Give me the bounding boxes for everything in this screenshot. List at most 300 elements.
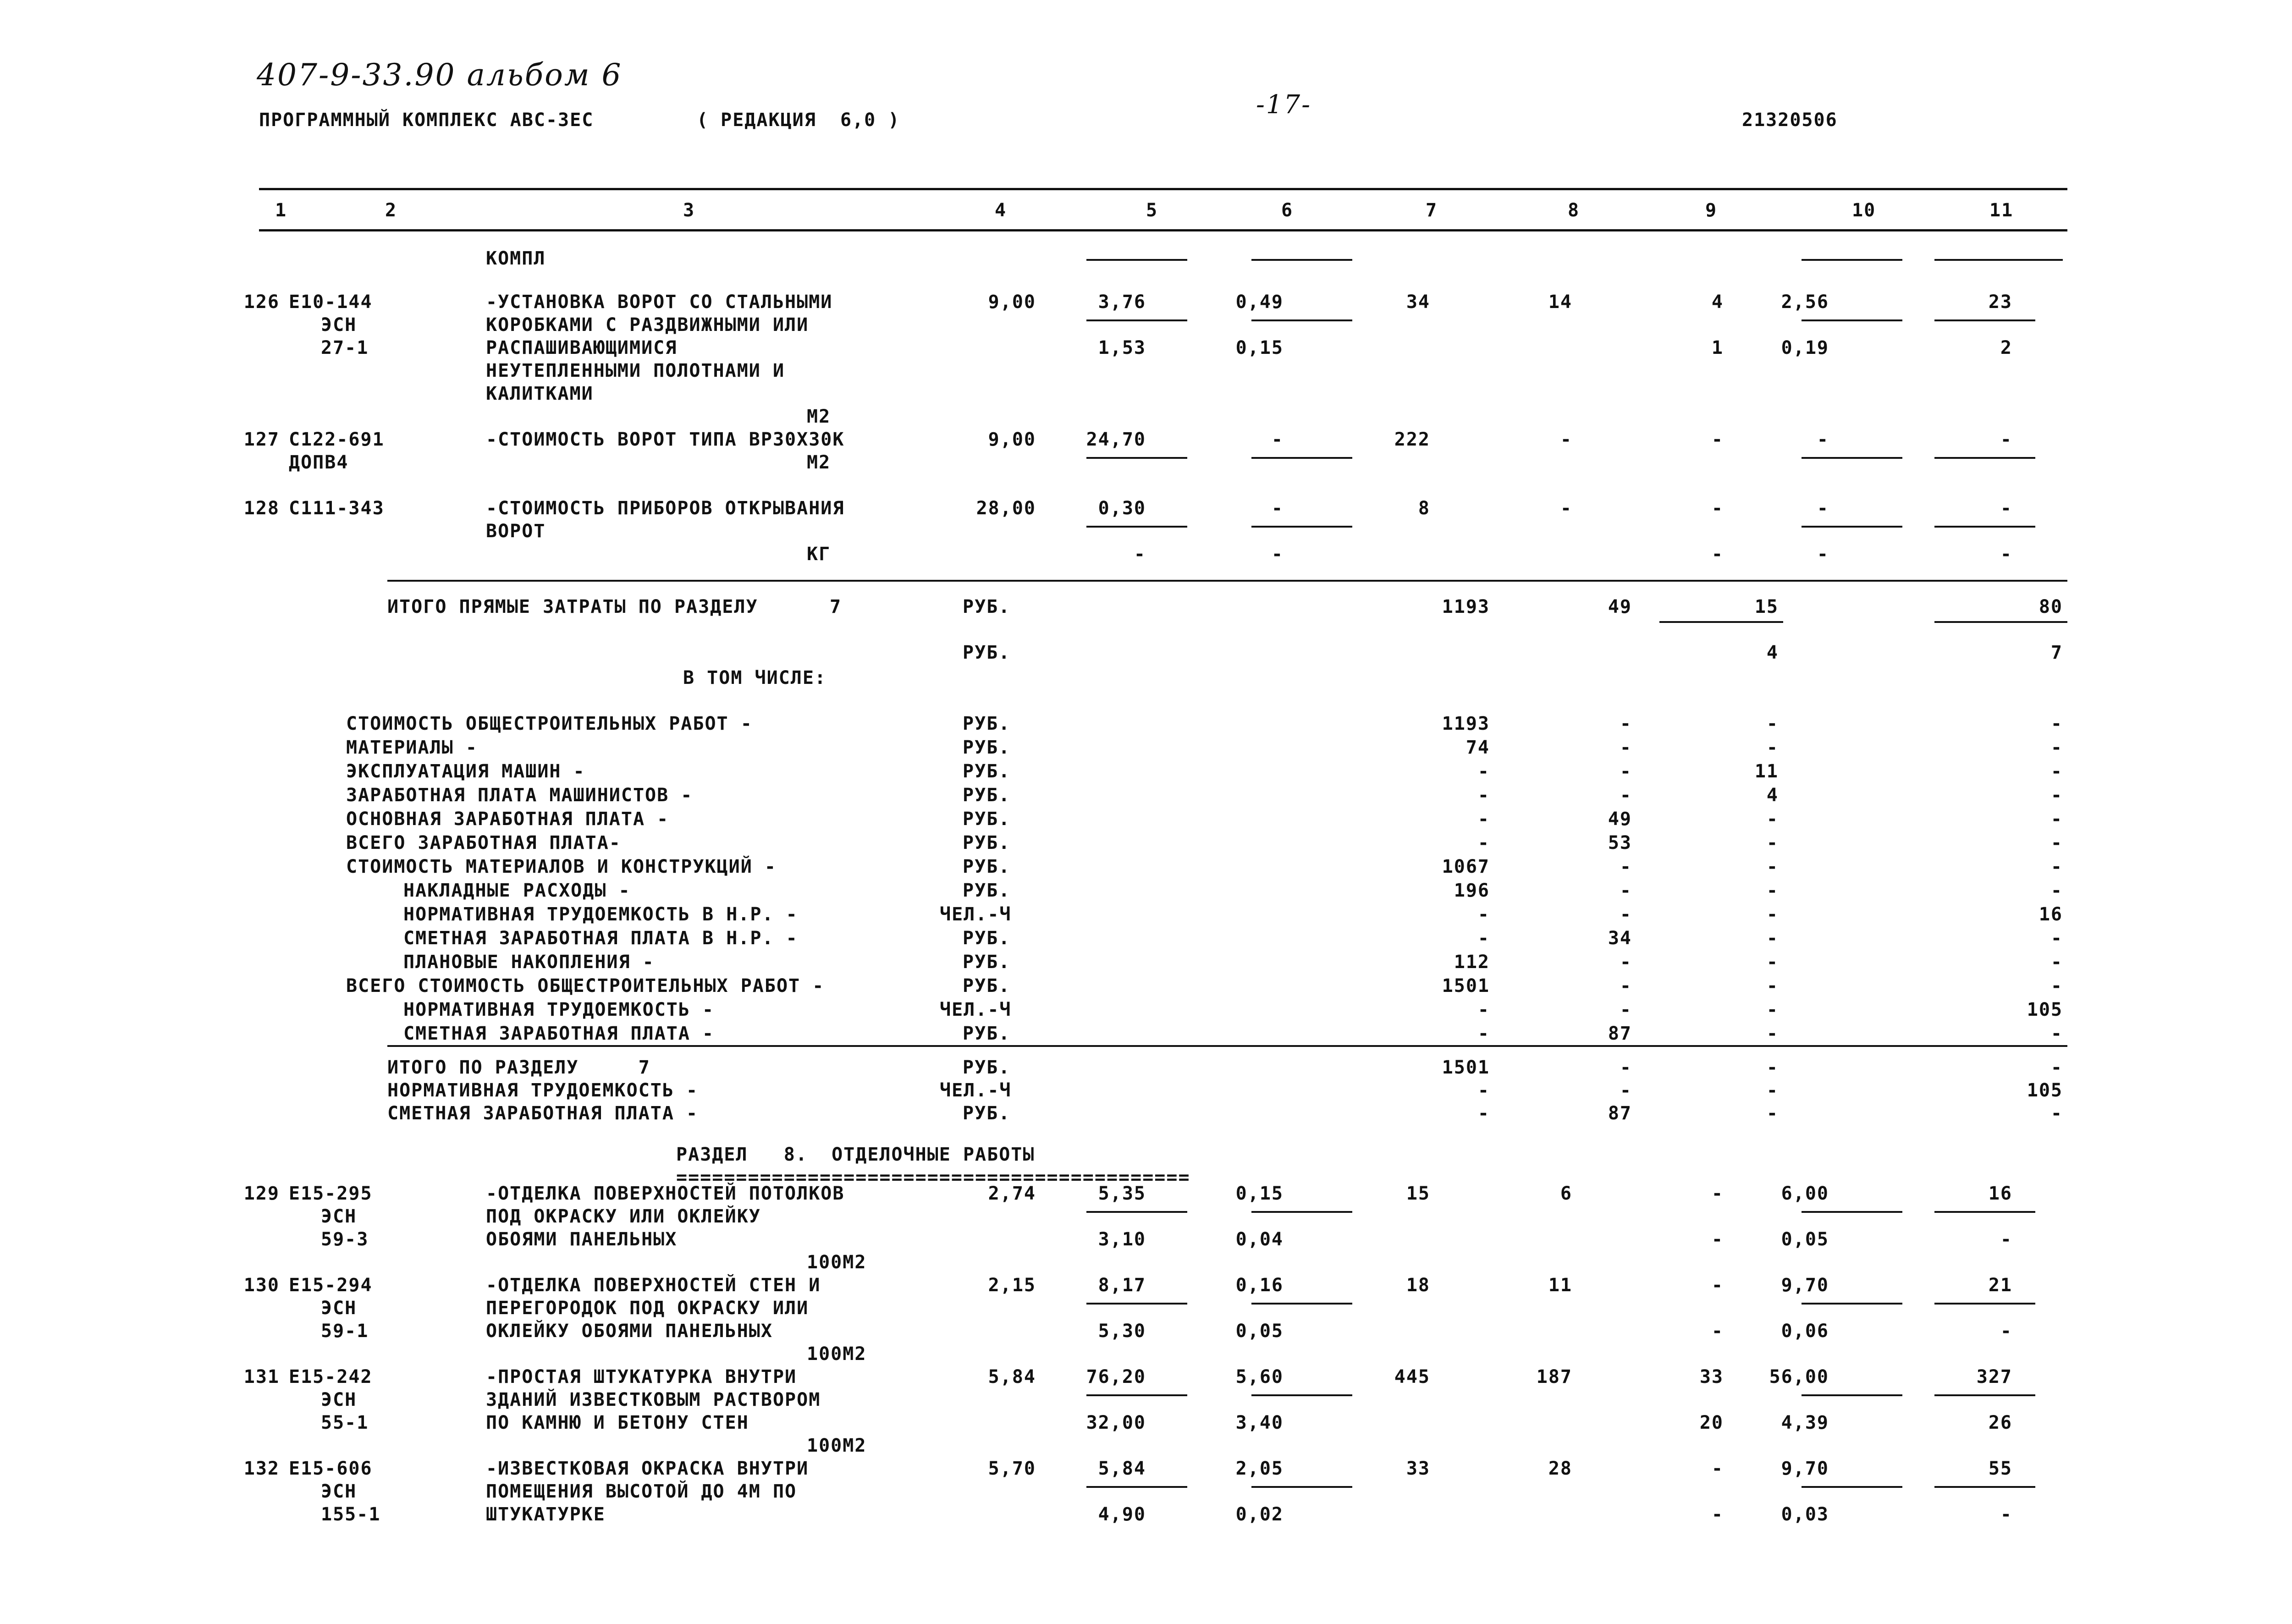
- breakdown-label: ЗАРАБОТНАЯ ПЛАТА МАШИНИСТОВ -: [346, 785, 693, 806]
- row8-cell-c5: 3,10: [1098, 1229, 1146, 1250]
- row8-value-underline: [1934, 1486, 2035, 1488]
- row-cell-n: 127: [243, 429, 280, 450]
- breakdown-unit: РУБ.: [963, 785, 1011, 806]
- row8-cell-c8: 28: [1548, 1458, 1572, 1479]
- row8-value-underline: [1251, 1303, 1352, 1305]
- row8-cell-c4: 2,74: [988, 1183, 1036, 1204]
- row-value-underline: [1802, 526, 1902, 528]
- breakdown-c7: -: [1477, 761, 1490, 782]
- breakdown-c8: 87: [1608, 1023, 1632, 1044]
- breakdown-c11: -: [2050, 952, 2063, 973]
- row8-cell-desc: ЗДАНИЙ ИЗВЕСТКОВЫМ РАСТВОРОМ: [486, 1389, 821, 1410]
- breakdown-c8: -: [1620, 904, 1632, 925]
- row8-cell-c5: 5,84: [1098, 1458, 1146, 1479]
- breakdown-unit: ЧЕЛ.-Ч: [940, 904, 1012, 925]
- row8-cell-c11: 21: [1988, 1275, 2012, 1296]
- itogo-c8: 49: [1608, 596, 1632, 617]
- breakdown-c7: 112: [1454, 952, 1490, 973]
- breakdown-c8: 53: [1608, 832, 1632, 853]
- breakdown-c9: 11: [1754, 761, 1779, 782]
- row-cell-c11: -: [2000, 498, 2012, 519]
- breakdown-c11: -: [2050, 713, 2063, 734]
- section-total-c9: -: [1766, 1103, 1779, 1124]
- breakdown-c8: 34: [1608, 928, 1632, 949]
- itogo2-c9: 4: [1766, 642, 1779, 663]
- row-cell-desc: КОМПЛ: [486, 248, 546, 269]
- row-value-underline: [1802, 319, 1902, 321]
- row8-cell-n: 131: [243, 1366, 280, 1387]
- section-total-unit: РУБ.: [963, 1057, 1011, 1078]
- breakdown-c11: 105: [2027, 999, 2063, 1020]
- row-cell-c10: -: [1817, 544, 1829, 565]
- breakdown-c11: -: [2050, 856, 2063, 877]
- breakdown-c7: -: [1477, 809, 1490, 830]
- row-cell-code: ДОПВ4: [289, 452, 349, 473]
- breakdown-c8: -: [1620, 975, 1632, 996]
- row-cell-desc: РАСПАШИВАЮЩИМИСЯ: [486, 337, 678, 358]
- row-cell-c11: -: [2000, 544, 2012, 565]
- row-cell-code: С111-343: [289, 498, 385, 519]
- header-top-rule: [259, 188, 2067, 190]
- row8-cell-c6: 0,04: [1235, 1229, 1284, 1250]
- row-cell-desc: -СТОИМОСТЬ ПРИБОРОВ ОТКРЫВАНИЯ: [486, 498, 845, 519]
- row8-cell-n: 130: [243, 1275, 280, 1296]
- row-cell-c6: 0,49: [1235, 292, 1284, 313]
- row8-cell-n: 132: [243, 1458, 280, 1479]
- breakdown-unit: РУБ.: [963, 856, 1011, 877]
- row8-cell-c5: 32,00: [1086, 1412, 1146, 1433]
- row8-cell-desc: ОКЛЕЙКУ ОБОЯМИ ПАНЕЛЬНЫХ: [486, 1321, 773, 1342]
- breakdown-c9: -: [1766, 1023, 1779, 1044]
- row8-cell-c9: -: [1711, 1458, 1724, 1479]
- row-value-underline: [1251, 457, 1352, 459]
- row8-cell-c9: 33: [1699, 1366, 1724, 1387]
- row8-cell-desc: -ОТДЕЛКА ПОВЕРХНОСТЕЙ ПОТОЛКОВ: [486, 1183, 845, 1204]
- section-total-c7: -: [1477, 1103, 1490, 1124]
- breakdown-unit: РУБ.: [963, 1023, 1011, 1044]
- row-cell-desc: КОРОБКАМИ С РАЗДВИЖНЫМИ ИЛИ: [486, 314, 809, 336]
- row8-cell-c10: 0,03: [1781, 1504, 1829, 1525]
- breakdown-c11: -: [2050, 928, 2063, 949]
- row-cell-c5: 1,53: [1098, 337, 1146, 358]
- row8-cell-c5: 76,20: [1086, 1366, 1146, 1387]
- section-total-c8: -: [1620, 1057, 1632, 1078]
- row8-cell-unit: 100М2: [807, 1435, 867, 1456]
- row8-cell-c11: 327: [1976, 1366, 2012, 1387]
- row8-cell-c10: 6,00: [1781, 1183, 1829, 1204]
- header-bottom-rule: [259, 229, 2067, 231]
- breakdown-label: СМЕТНАЯ ЗАРАБОТНАЯ ПЛАТА -: [403, 1023, 715, 1044]
- row8-cell-c9: -: [1711, 1183, 1724, 1204]
- kompl-underline: [1802, 259, 1902, 261]
- breakdown-c11: -: [2050, 785, 2063, 806]
- row8-cell-desc: -ОТДЕЛКА ПОВЕРХНОСТЕЙ СТЕН И: [486, 1275, 821, 1296]
- breakdown-c7: -: [1477, 1023, 1490, 1044]
- kompl-underline: [1251, 259, 1352, 261]
- breakdown-label: СМЕТНАЯ ЗАРАБОТНАЯ ПЛАТА В Н.Р. -: [403, 928, 798, 949]
- row8-value-underline: [1934, 1394, 2035, 1396]
- row-cell-c7: 222: [1394, 429, 1430, 450]
- breakdown-c7: -: [1477, 999, 1490, 1020]
- column-header-4: 4: [995, 200, 1007, 221]
- row8-cell-c10: 9,70: [1781, 1275, 1829, 1296]
- row8-cell-c10: 0,05: [1781, 1229, 1829, 1250]
- row8-cell-c9: -: [1711, 1321, 1724, 1342]
- breakdown-label: НАКЛАДНЫЕ РАСХОДЫ -: [403, 880, 631, 901]
- row-cell-c9: -: [1711, 429, 1724, 450]
- row8-cell-c9: -: [1711, 1275, 1724, 1296]
- row-cell-c9: -: [1711, 498, 1724, 519]
- column-header-5: 5: [1146, 200, 1158, 221]
- breakdown-c8: -: [1620, 713, 1632, 734]
- row8-cell-c7: 445: [1394, 1366, 1430, 1387]
- breakdown-c11: -: [2050, 832, 2063, 853]
- row8-cell-c11: -: [2000, 1504, 2012, 1525]
- row8-cell-code2: 155-1: [321, 1504, 381, 1525]
- row8-cell-code2: ЭСН: [321, 1389, 357, 1410]
- row8-value-underline: [1086, 1303, 1187, 1305]
- row8-cell-desc: -ИЗВЕСТКОВАЯ ОКРАСКА ВНУТРИ: [486, 1458, 809, 1479]
- breakdown-c7: 74: [1466, 737, 1490, 758]
- row-cell-c11: 2: [2000, 337, 2012, 358]
- row8-cell-code: Е15-295: [289, 1183, 373, 1204]
- itogo-c7: 1193: [1442, 596, 1490, 617]
- breakdown-c7: -: [1477, 785, 1490, 806]
- row-cell-c10: -: [1817, 498, 1829, 519]
- column-header-3: 3: [683, 200, 695, 221]
- breakdown-c11: -: [2050, 809, 2063, 830]
- row8-cell-c6: 3,40: [1235, 1412, 1284, 1433]
- section-total-c8: 87: [1608, 1103, 1632, 1124]
- section-total-c11: -: [2050, 1103, 2063, 1124]
- row8-cell-c6: 0,05: [1235, 1321, 1284, 1342]
- column-header-9: 9: [1705, 200, 1718, 221]
- itogo-c9: 15: [1754, 596, 1779, 617]
- breakdown-c7: 196: [1454, 880, 1490, 901]
- row-value-underline: [1934, 457, 2035, 459]
- row8-cell-c4: 5,70: [988, 1458, 1036, 1479]
- row-cell-desc: НЕУТЕПЛЕННЫМИ ПОЛОТНАМИ И: [486, 360, 785, 381]
- itogo-c11: 80: [2039, 596, 2063, 617]
- edition-label: ( РЕДАКЦИЯ 6,0 ): [697, 110, 900, 131]
- document-code: 21320506: [1742, 110, 1838, 131]
- row8-cell-c4: 5,84: [988, 1366, 1036, 1387]
- row8-cell-c11: -: [2000, 1229, 2012, 1250]
- row-cell-c5: 24,70: [1086, 429, 1146, 450]
- section-total-label: ИТОГО ПО РАЗДЕЛУ 7: [387, 1057, 650, 1078]
- itogo-underline: [1934, 621, 2067, 623]
- row-cell-c8: 14: [1548, 292, 1572, 313]
- breakdown-c9: -: [1766, 737, 1779, 758]
- section-total-unit: ЧЕЛ.-Ч: [940, 1080, 1012, 1101]
- section-total-rule: [387, 1045, 2067, 1047]
- row8-cell-c8: 11: [1548, 1275, 1572, 1296]
- breakdown-c11: -: [2050, 761, 2063, 782]
- breakdown-c8: -: [1620, 952, 1632, 973]
- summary-top-rule: [387, 580, 2067, 582]
- row-cell-n: 128: [243, 498, 280, 519]
- breakdown-c9: -: [1766, 832, 1779, 853]
- row-value-underline: [1802, 457, 1902, 459]
- breakdown-c8: -: [1620, 737, 1632, 758]
- row8-cell-c5: 8,17: [1098, 1275, 1146, 1296]
- breakdown-c7: -: [1477, 928, 1490, 949]
- row8-cell-code: Е15-606: [289, 1458, 373, 1479]
- row-cell-code2: 27-1: [321, 337, 369, 358]
- row-cell-c5: 0,30: [1098, 498, 1146, 519]
- row-cell-c6: -: [1271, 498, 1284, 519]
- row8-cell-unit: 100М2: [807, 1343, 867, 1365]
- row8-cell-desc: -ПРОСТАЯ ШТУКАТУРКА ВНУТРИ: [486, 1366, 797, 1387]
- row8-cell-c9: -: [1711, 1229, 1724, 1250]
- breakdown-c8: -: [1620, 856, 1632, 877]
- handwritten-album-note: 407-9-33.90 альбом 6: [257, 57, 623, 93]
- breakdown-unit: РУБ.: [963, 809, 1011, 830]
- row8-cell-code2: ЭСН: [321, 1298, 357, 1319]
- breakdown-unit: РУБ.: [963, 737, 1011, 758]
- page-number: -17-: [1256, 90, 1312, 120]
- row8-cell-c4: 2,15: [988, 1275, 1036, 1296]
- row8-cell-c10: 56,00: [1769, 1366, 1829, 1387]
- row-cell-unit: М2: [807, 406, 831, 427]
- breakdown-c11: 16: [2039, 904, 2063, 925]
- row8-value-underline: [1802, 1211, 1902, 1213]
- row-value-underline: [1934, 319, 2035, 321]
- row-cell-c6: -: [1271, 544, 1284, 565]
- row8-cell-c7: 18: [1406, 1275, 1430, 1296]
- row8-cell-code2: 59-1: [321, 1321, 369, 1342]
- breakdown-unit: РУБ.: [963, 713, 1011, 734]
- breakdown-c8: -: [1620, 999, 1632, 1020]
- row-cell-c9: 1: [1711, 337, 1724, 358]
- section-total-c9: -: [1766, 1057, 1779, 1078]
- breakdown-c8: -: [1620, 880, 1632, 901]
- row8-cell-c11: -: [2000, 1321, 2012, 1342]
- row8-cell-c6: 5,60: [1235, 1366, 1284, 1387]
- breakdown-c11: -: [2050, 880, 2063, 901]
- column-header-7: 7: [1426, 200, 1438, 221]
- row8-cell-c9: -: [1711, 1504, 1724, 1525]
- breakdown-c9: -: [1766, 928, 1779, 949]
- row-cell-c9: -: [1711, 544, 1724, 565]
- row8-cell-c7: 33: [1406, 1458, 1430, 1479]
- breakdown-c11: -: [2050, 737, 2063, 758]
- column-header-8: 8: [1568, 200, 1580, 221]
- column-header-1: 1: [275, 200, 287, 221]
- row-cell-desc: КАЛИТКАМИ: [486, 383, 594, 404]
- program-title: ПРОГРАММНЫЙ КОМПЛЕКС АВС-3ЕС: [259, 110, 594, 131]
- row8-value-underline: [1934, 1211, 2035, 1213]
- column-header-11: 11: [1989, 200, 2014, 221]
- row8-value-underline: [1251, 1394, 1352, 1396]
- breakdown-label: ПЛАНОВЫЕ НАКОПЛЕНИЯ -: [403, 952, 655, 973]
- row8-cell-c5: 5,35: [1098, 1183, 1146, 1204]
- row8-cell-desc: ПОД ОКРАСКУ ИЛИ ОКЛЕЙКУ: [486, 1206, 761, 1227]
- row8-cell-desc: ПЕРЕГОРОДОК ПОД ОКРАСКУ ИЛИ: [486, 1298, 809, 1319]
- breakdown-unit: РУБ.: [963, 880, 1011, 901]
- itogo-underline: [1659, 621, 1783, 623]
- row-value-underline: [1086, 526, 1187, 528]
- breakdown-label: НОРМАТИВНАЯ ТРУДОЕМКОСТЬ В Н.Р. -: [403, 904, 798, 925]
- breakdown-c8: -: [1620, 785, 1632, 806]
- breakdown-c9: -: [1766, 975, 1779, 996]
- breakdown-label: СТОИМОСТЬ ОБЩЕСТРОИТЕЛЬНЫХ РАБОТ -: [346, 713, 753, 734]
- section-total-c7: 1501: [1442, 1057, 1490, 1078]
- row-cell-c10: -: [1817, 429, 1829, 450]
- column-header-10: 10: [1852, 200, 1876, 221]
- section-total-c7: -: [1477, 1080, 1490, 1101]
- section-total-c11: -: [2050, 1057, 2063, 1078]
- row8-cell-c6: 0,15: [1235, 1183, 1284, 1204]
- breakdown-label: ВСЕГО СТОИМОСТЬ ОБЩЕСТРОИТЕЛЬНЫХ РАБОТ -: [346, 975, 825, 996]
- itogo2-c11: 7: [2050, 642, 2063, 663]
- row-value-underline: [1934, 526, 2035, 528]
- row-cell-code: С122-691: [289, 429, 385, 450]
- row8-cell-code2: 59-3: [321, 1229, 369, 1250]
- breakdown-c9: -: [1766, 856, 1779, 877]
- column-header-6: 6: [1281, 200, 1294, 221]
- row-cell-c10: 0,19: [1781, 337, 1829, 358]
- breakdown-unit: ЧЕЛ.-Ч: [940, 999, 1012, 1020]
- row8-cell-c5: 5,30: [1098, 1321, 1146, 1342]
- breakdown-c7: 1067: [1442, 856, 1490, 877]
- breakdown-c7: 1193: [1442, 713, 1490, 734]
- row-cell-code: Е10-144: [289, 292, 373, 313]
- row-cell-c7: 34: [1406, 292, 1430, 313]
- v-tom-chisle-label: В ТОМ ЧИСЛЕ:: [683, 667, 826, 688]
- row-cell-c5: 3,76: [1098, 292, 1146, 313]
- breakdown-label: ВСЕГО ЗАРАБОТНАЯ ПЛАТА-: [346, 832, 621, 853]
- row-value-underline: [1086, 319, 1187, 321]
- row8-value-underline: [1086, 1211, 1187, 1213]
- breakdown-unit: РУБ.: [963, 952, 1011, 973]
- section8-underline: ===========================================: [676, 1167, 1190, 1188]
- row-cell-unit: М2: [807, 452, 831, 473]
- row8-cell-c8: 6: [1560, 1183, 1572, 1204]
- row8-value-underline: [1934, 1303, 2035, 1305]
- row8-cell-c10: 9,70: [1781, 1458, 1829, 1479]
- kompl-underline: [1086, 259, 1187, 261]
- section-total-label: НОРМАТИВНАЯ ТРУДОЕМКОСТЬ -: [387, 1080, 699, 1101]
- breakdown-label: СТОИМОСТЬ МАТЕРИАЛОВ И КОНСТРУКЦИЙ -: [346, 856, 777, 877]
- breakdown-c11: -: [2050, 1023, 2063, 1044]
- row8-cell-c11: 55: [1988, 1458, 2012, 1479]
- row-cell-code2: ЭСН: [321, 314, 357, 336]
- column-header-2: 2: [385, 200, 397, 221]
- breakdown-c9: -: [1766, 999, 1779, 1020]
- breakdown-unit: РУБ.: [963, 928, 1011, 949]
- row8-cell-c6: 0,16: [1235, 1275, 1284, 1296]
- row8-value-underline: [1802, 1486, 1902, 1488]
- breakdown-label: ОСНОВНАЯ ЗАРАБОТНАЯ ПЛАТА -: [346, 809, 669, 830]
- row-cell-c4: 9,00: [988, 429, 1036, 450]
- row8-cell-c8: 187: [1536, 1366, 1572, 1387]
- row-cell-desc: -УСТАНОВКА ВОРОТ СО СТАЛЬНЫМИ: [486, 292, 833, 313]
- row8-cell-c11: 26: [1988, 1412, 2012, 1433]
- breakdown-c9: -: [1766, 952, 1779, 973]
- row8-cell-c10: 4,39: [1781, 1412, 1829, 1433]
- row8-cell-code2: ЭСН: [321, 1481, 357, 1502]
- row8-cell-desc: ОБОЯМИ ПАНЕЛЬНЫХ: [486, 1229, 678, 1250]
- row-cell-n: 126: [243, 292, 280, 313]
- row8-cell-c9: 20: [1699, 1412, 1724, 1433]
- row-cell-c10: 2,56: [1781, 292, 1829, 313]
- row8-cell-desc: ПО КАМНЮ И БЕТОНУ СТЕН: [486, 1412, 749, 1433]
- breakdown-unit: РУБ.: [963, 832, 1011, 853]
- row-cell-desc: ВОРОТ: [486, 521, 546, 542]
- section-total-c11: 105: [2027, 1080, 2063, 1101]
- row8-cell-c10: 0,06: [1781, 1321, 1829, 1342]
- row-value-underline: [1086, 457, 1187, 459]
- row8-value-underline: [1251, 1486, 1352, 1488]
- breakdown-c7: -: [1477, 832, 1490, 853]
- row8-cell-desc: ПОМЕЩЕНИЯ ВЫСОТОЙ ДО 4М ПО: [486, 1481, 797, 1502]
- section-total-unit: РУБ.: [963, 1103, 1011, 1124]
- itogo-label: ИТОГО ПРЯМЫЕ ЗАТРАТЫ ПО РАЗДЕЛУ 7: [387, 596, 842, 617]
- row-cell-c9: 4: [1711, 292, 1724, 313]
- row-cell-c4: 9,00: [988, 292, 1036, 313]
- row-cell-c11: -: [2000, 429, 2012, 450]
- row8-cell-code: Е15-242: [289, 1366, 373, 1387]
- row-cell-desc: -СТОИМОСТЬ ВОРОТ ТИПА ВР30Х30К: [486, 429, 845, 450]
- row8-value-underline: [1802, 1303, 1902, 1305]
- section8-title: РАЗДЕЛ 8. ОТДЕЛОЧНЫЕ РАБОТЫ: [676, 1144, 1035, 1165]
- row8-cell-c11: 16: [1988, 1183, 2012, 1204]
- row-cell-c8: -: [1560, 429, 1572, 450]
- row8-cell-code2: 55-1: [321, 1412, 369, 1433]
- row8-value-underline: [1086, 1394, 1187, 1396]
- row8-cell-c6: 2,05: [1235, 1458, 1284, 1479]
- breakdown-unit: РУБ.: [963, 761, 1011, 782]
- section-total-c8: -: [1620, 1080, 1632, 1101]
- row8-cell-code: Е15-294: [289, 1275, 373, 1296]
- itogo-unit: РУБ.: [963, 596, 1011, 617]
- row-cell-c6: -: [1271, 429, 1284, 450]
- row8-value-underline: [1802, 1394, 1902, 1396]
- breakdown-c7: 1501: [1442, 975, 1490, 996]
- row-cell-c8: -: [1560, 498, 1572, 519]
- kompl-underline: [1934, 259, 2063, 261]
- breakdown-c9: -: [1766, 880, 1779, 901]
- breakdown-label: МАТЕРИАЛЫ -: [346, 737, 478, 758]
- breakdown-c9: -: [1766, 809, 1779, 830]
- breakdown-label: ЭКСПЛУАТАЦИЯ МАШИН -: [346, 761, 585, 782]
- row-cell-c4: 28,00: [976, 498, 1036, 519]
- row-cell-c5: -: [1134, 544, 1146, 565]
- breakdown-unit: РУБ.: [963, 975, 1011, 996]
- row8-value-underline: [1251, 1211, 1352, 1213]
- row8-cell-unit: 100М2: [807, 1252, 867, 1273]
- row8-cell-c7: 15: [1406, 1183, 1430, 1204]
- breakdown-c9: 4: [1766, 785, 1779, 806]
- row-cell-c7: 8: [1418, 498, 1430, 519]
- breakdown-c9: -: [1766, 713, 1779, 734]
- section-total-label: СМЕТНАЯ ЗАРАБОТНАЯ ПЛАТА -: [387, 1103, 699, 1124]
- breakdown-c11: -: [2050, 975, 2063, 996]
- row8-cell-desc: ШТУКАТУРКЕ: [486, 1504, 606, 1525]
- row8-cell-c5: 4,90: [1098, 1504, 1146, 1525]
- row8-cell-c6: 0,02: [1235, 1504, 1284, 1525]
- row8-cell-n: 129: [243, 1183, 280, 1204]
- breakdown-label: НОРМАТИВНАЯ ТРУДОЕМКОСТЬ -: [403, 999, 715, 1020]
- breakdown-c8: 49: [1608, 809, 1632, 830]
- breakdown-c7: -: [1477, 904, 1490, 925]
- row-cell-unit: КГ: [807, 544, 831, 565]
- row-value-underline: [1251, 319, 1352, 321]
- row-cell-c6: 0,15: [1235, 337, 1284, 358]
- row8-value-underline: [1086, 1486, 1187, 1488]
- breakdown-c8: -: [1620, 761, 1632, 782]
